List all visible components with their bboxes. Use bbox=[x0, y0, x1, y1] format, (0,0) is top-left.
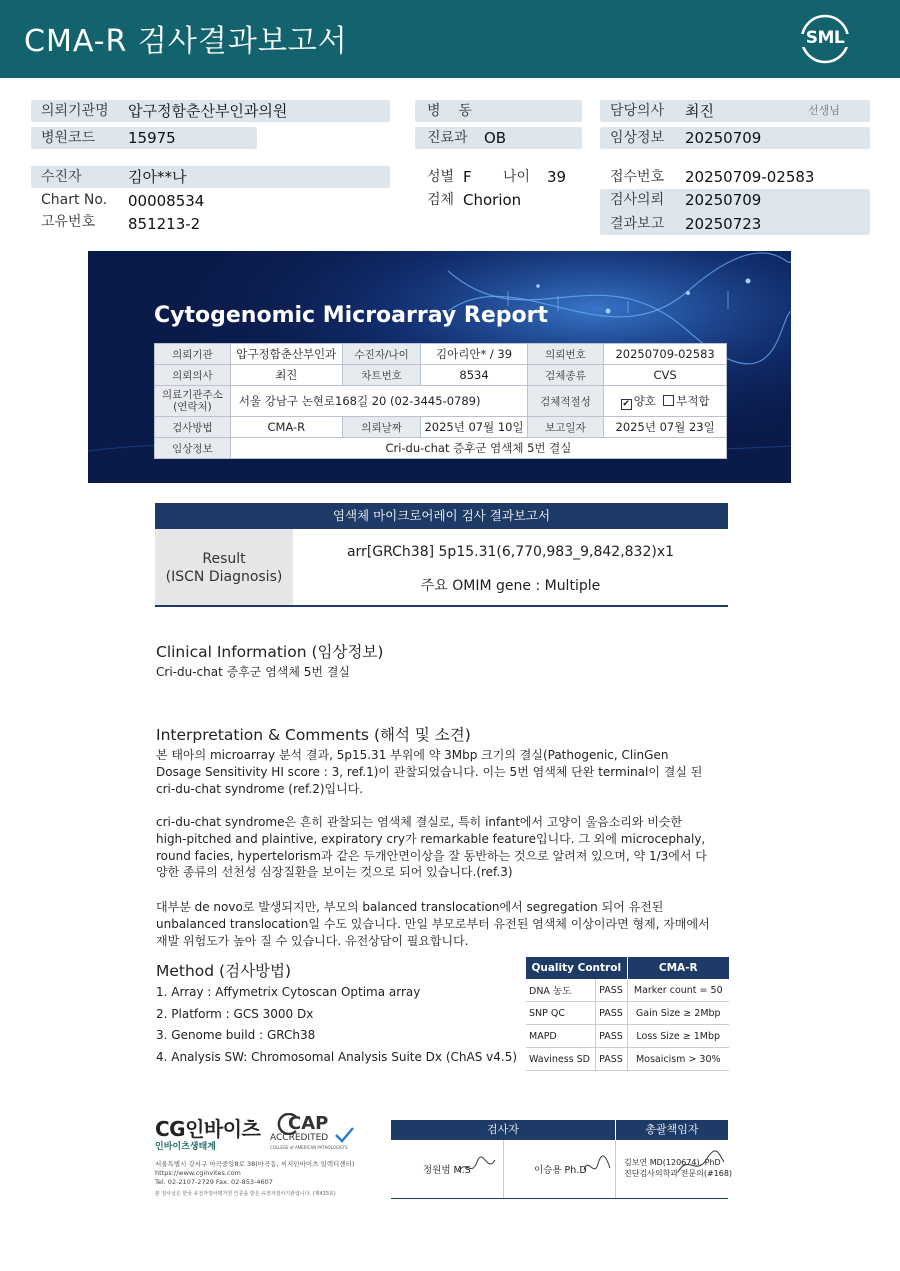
method-list bbox=[156, 982, 517, 1068]
address-line: 서울특별시 강서구 마곡중앙8로 38(마곡동, 씨지인바이츠 일렉티센터) bbox=[155, 1160, 355, 1168]
result-value-cell bbox=[293, 529, 728, 605]
table-cell: 2025년 07월 10일 bbox=[421, 417, 527, 438]
examiner-header: 검사자 bbox=[391, 1120, 615, 1140]
result-label-cell bbox=[155, 529, 293, 605]
table-cell: Marker count = 50 bbox=[627, 979, 729, 1002]
quality-control-table bbox=[526, 957, 729, 1071]
table-cell: 임상정보 bbox=[155, 438, 231, 459]
table-cell: 검체종류 bbox=[527, 365, 604, 386]
iscn-label: (ISCN Diagnosis) bbox=[165, 569, 283, 585]
clinical-info-value: 20250709 bbox=[685, 129, 762, 147]
table-cell: MAPD bbox=[526, 1025, 595, 1048]
suitability-label: 검체적절성 bbox=[527, 386, 604, 417]
table-cell: PASS bbox=[595, 979, 627, 1002]
table-cell: PASS bbox=[595, 1025, 627, 1048]
hospital-code-label: 병원코드 bbox=[41, 130, 96, 146]
report-title: CMA-R 검사결과보고서 bbox=[24, 24, 348, 59]
cma-header: CMA-R bbox=[627, 957, 729, 979]
cap-small-text: COLLEGE of AMERICAN PATHOLOGISTS bbox=[270, 1145, 348, 1150]
table-row bbox=[155, 438, 727, 459]
checkmark-icon bbox=[334, 1127, 354, 1143]
list-item: 2. Platform : GCS 3000 Dx bbox=[156, 1006, 314, 1021]
request-date-label: 검사의뢰 bbox=[610, 192, 665, 208]
website-line: https://www.cginvites.com bbox=[155, 1169, 241, 1177]
examiner-2-cell bbox=[504, 1140, 615, 1198]
clinical-text: Cri-du-chat 증후군 염색체 5번 결실 bbox=[156, 665, 351, 679]
sex-label: 성별 bbox=[427, 169, 455, 185]
table-cell: 20250709-02583 bbox=[604, 344, 727, 365]
divider bbox=[155, 605, 728, 607]
company-subtitle: 인바이츠생태계 bbox=[155, 1142, 216, 1152]
list-item: 3. Genome build : GRCh38 bbox=[156, 1028, 316, 1042]
list-item: 4. Analysis SW: Chromosomal Analysis Suite Dx (ChAS v4.5) bbox=[156, 1049, 518, 1064]
omim-gene: 주요 OMIM gene : Multiple bbox=[420, 578, 601, 594]
receipt-no-label: 접수번호 bbox=[610, 169, 665, 185]
table-cell: 최진 bbox=[230, 365, 342, 386]
interpretation-title: Interpretation & Comments (해석 및 소견) bbox=[156, 726, 471, 744]
table-row bbox=[526, 957, 729, 979]
receipt-no-value: 20250709-02583 bbox=[685, 168, 815, 186]
table-cell: 의뢰날짜 bbox=[342, 417, 421, 438]
director-header: 총괄책임자 bbox=[616, 1120, 728, 1140]
cap-text: CAP bbox=[288, 1113, 329, 1134]
divider bbox=[391, 1198, 728, 1199]
iscn-result: arr[GRCh38] 5p15.31(6,770,983_9,842,832)x1 bbox=[346, 544, 675, 560]
chart-no-label: Chart No. bbox=[41, 192, 108, 208]
age-value: 39 bbox=[547, 168, 567, 186]
director-name: 김보연 MD(120674), PhD bbox=[624, 1158, 721, 1167]
unique-id-label: 고유번호 bbox=[41, 214, 96, 230]
phone-line: Tel. 02-2107-2729 Fax. 02-853-4607 bbox=[155, 1178, 273, 1186]
table-cell: 의뢰기관 bbox=[155, 344, 231, 365]
table-cell: Loss Size ≥ 1Mbp bbox=[627, 1025, 729, 1048]
header-bar bbox=[0, 0, 900, 78]
table-row bbox=[155, 386, 727, 417]
result-label: Result bbox=[202, 551, 246, 567]
interpretation-paragraph-3: 대부분 de novo로 발생되지만, 부모의 balanced translocation에서 segregation 되어 유전된 unbalanced translocation일 수도 있습니다. 만일 부모로부터 유전된 염색체 이상이라면 형제, 자매에서 재발 위험도가 높아 질 수 있습니다. 유전상담이 필요합니다. bbox=[156, 900, 710, 948]
patient-bar bbox=[31, 166, 390, 188]
table-cell: 검사방법 bbox=[155, 417, 231, 438]
table-cell: Waviness SD bbox=[526, 1048, 595, 1071]
table-cell bbox=[155, 386, 231, 417]
table-cell: 보고일자 bbox=[527, 417, 604, 438]
department-label: 진료과 bbox=[427, 130, 468, 146]
table-cell: 의뢰의사 bbox=[155, 365, 231, 386]
doctor-value: 최진 bbox=[685, 102, 714, 120]
table-cell: 2025년 07월 23일 bbox=[604, 417, 727, 438]
table-cell: 차트번호 bbox=[342, 365, 421, 386]
suitable-label: 양호 bbox=[633, 393, 656, 408]
address-label: 의료기관주소 bbox=[161, 389, 223, 401]
cap-accredited-logo bbox=[270, 1113, 360, 1153]
table-row bbox=[155, 417, 727, 438]
table-cell: PASS bbox=[595, 1048, 627, 1071]
company-logo: CG인바이츠 bbox=[155, 1117, 261, 1141]
age-label: 나이 bbox=[503, 169, 531, 185]
table-row bbox=[526, 1025, 729, 1048]
table-cell: PASS bbox=[595, 1002, 627, 1025]
accreditation-note: 본 검사실은 한국 유전자검사평가원 인증을 받은 유전자검사기관입니다. (제433호) bbox=[155, 1191, 336, 1197]
company-address bbox=[155, 1160, 354, 1187]
director-title: 진단검사의학과 전문의(#168) bbox=[624, 1169, 733, 1178]
unsuitable-label: 부적합 bbox=[676, 393, 710, 408]
department-value: OB bbox=[484, 129, 507, 147]
examiner-1-cell bbox=[391, 1140, 503, 1198]
report-date-value: 20250723 bbox=[685, 215, 762, 233]
sex-value: F bbox=[463, 168, 472, 186]
table-row bbox=[526, 979, 729, 1002]
table-cell: DNA 농도 bbox=[526, 979, 595, 1002]
banner-info-table bbox=[154, 343, 727, 459]
table-cell: 김아리안* / 39 bbox=[421, 344, 527, 365]
table-cell: Gain Size ≥ 2Mbp bbox=[627, 1002, 729, 1025]
ward-label: 병 동 bbox=[427, 103, 472, 119]
contact-label: (연락처) bbox=[173, 401, 212, 413]
unique-id-value: 851213-2 bbox=[128, 215, 201, 233]
table-cell: 8534 bbox=[421, 365, 527, 386]
specimen-value: Chorion bbox=[463, 191, 522, 209]
patient-value: 김아**나 bbox=[128, 168, 187, 186]
table-row bbox=[526, 1048, 729, 1071]
specimen-label: 검체 bbox=[427, 192, 455, 208]
doctor-label: 담당의사 bbox=[610, 103, 665, 119]
report-date-label: 결과보고 bbox=[610, 216, 665, 232]
institution-value: 압구정함춘산부인과의원 bbox=[128, 102, 288, 120]
table-row bbox=[526, 1002, 729, 1025]
table-cell: CMA-R bbox=[230, 417, 342, 438]
checkbox-empty-icon bbox=[663, 395, 674, 406]
address-value: 서울 강남구 논현로168길 20 (02-3445-0789) bbox=[230, 386, 527, 417]
table-cell: 압구정함춘산부인과 bbox=[230, 344, 342, 365]
list-item: 1. Array : Affymetrix Cytoscan Optima array bbox=[156, 985, 421, 999]
table-cell: Cri-du-chat 증후군 염색체 5번 결실 bbox=[230, 438, 726, 459]
qc-header: Quality Control bbox=[526, 957, 627, 979]
table-cell: 수진자/나이 bbox=[342, 344, 421, 365]
cma-report-banner bbox=[88, 251, 791, 483]
table-row bbox=[155, 344, 727, 365]
institution-label: 의뢰기관명 bbox=[41, 103, 109, 119]
hospital-code-value: 15975 bbox=[128, 129, 176, 147]
checkbox-checked-icon: ✔ bbox=[622, 398, 630, 409]
table-row bbox=[155, 365, 727, 386]
examiner-2-name: 이승용 Ph.D bbox=[534, 1165, 587, 1176]
interpretation-paragraph-1: 본 태아의 microarray 분석 결과, 5p15.31 부위에 약 3Mbp 크기의 결실(Pathogenic, ClinGen Dosage Sensitivity HI score : 3, ref.1)이 관찰되었습니다. 이는 5번 염색체 단완 terminal이 결실 된 cri-du-chat syndrome (ref.2)입니다. bbox=[156, 748, 703, 796]
sml-logo-text: SML bbox=[805, 28, 845, 48]
table-cell: CVS bbox=[604, 365, 727, 386]
suitability-value bbox=[604, 386, 727, 417]
request-date-value: 20250709 bbox=[685, 191, 762, 209]
chart-no-value: 00008534 bbox=[128, 192, 205, 210]
doctor-suffix: 선생님 bbox=[808, 104, 840, 117]
table-cell: Mosaicism > 30% bbox=[627, 1048, 729, 1071]
patient-label: 수진자 bbox=[41, 169, 82, 185]
signature-icon bbox=[457, 1154, 497, 1180]
table-cell: SNP QC bbox=[526, 1002, 595, 1025]
banner-title: Cytogenomic Microarray Report bbox=[154, 303, 548, 328]
signature-icon bbox=[582, 1154, 612, 1180]
clinical-title: Clinical Information (임상정보) bbox=[156, 643, 384, 661]
table-cell: 의뢰번호 bbox=[527, 344, 604, 365]
signature-icon bbox=[676, 1150, 726, 1180]
cap-accredited-text: ACCREDITED bbox=[270, 1133, 329, 1143]
clinical-info-label: 임상정보 bbox=[610, 130, 665, 146]
director-cell bbox=[616, 1140, 733, 1198]
result-header: 염색체 마이크로어레이 검사 결과보고서 bbox=[155, 503, 728, 529]
method-title: Method (검사방법) bbox=[156, 962, 292, 980]
interpretation-paragraph-2: cri-du-chat syndrome은 흔히 관찰되는 염색체 결실로, 특히 infant에서 고양이 울음소리와 비슷한 high-pitched and plaintive, expiratory cry가 remarkable feature입니다. 그 외에 microcephaly, round facies, hypertelorism과 같은 두개안면이상을 잘 동반하는 것으로 알려져 있으며, 약 1/3에서 다양한 종류의 선천성 심장질환을 보이는 것으로 되어 있습니다.(ref.3) bbox=[156, 815, 707, 880]
examiner-1-name: 정원범 M.S bbox=[423, 1165, 471, 1176]
